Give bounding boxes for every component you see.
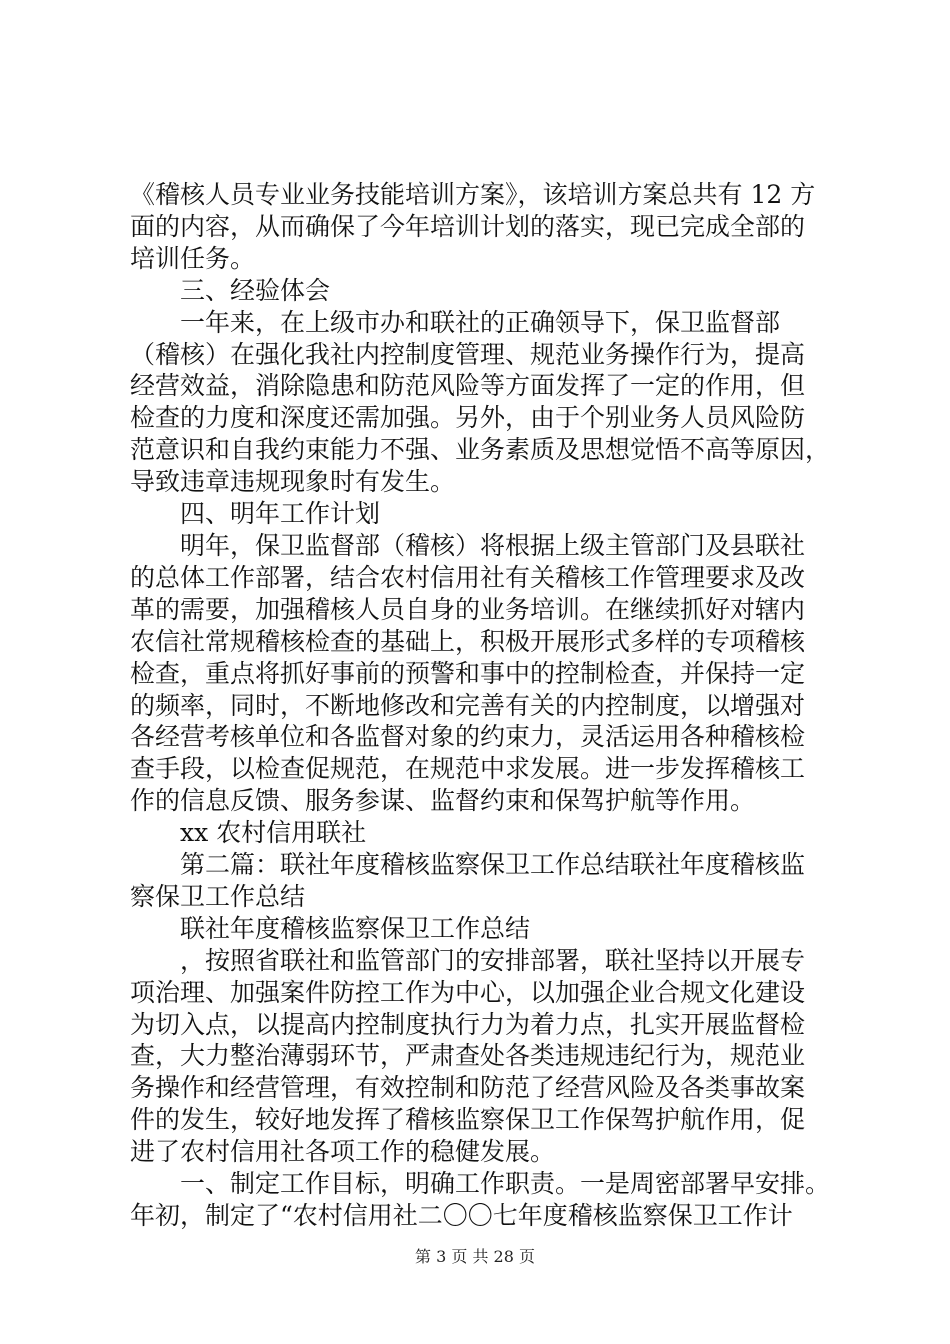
text-line: 面的内容，从而确保了今年培训计划的落实，现已完成全部的: [130, 211, 806, 241]
text-line: 导致违章违规现象时有发生。: [130, 467, 456, 497]
text-line: 件的发生，较好地发挥了稽核监察保卫工作保驾护航作用，促: [130, 1105, 806, 1135]
text-line: 为切入点，以提高内控制度执行力为着力点，扎实开展监督检: [130, 1009, 806, 1039]
page-footer: 第 3 页 共 28 页: [415, 1247, 535, 1266]
text-line: 察保卫工作总结: [130, 881, 306, 911]
signature-line: xx 农村信用联社: [180, 818, 367, 848]
text-line: 的总体工作部署，结合农村信用社有关稽核工作管理要求及改: [130, 562, 806, 592]
document-title: 联社年度稽核监察保卫工作总结: [180, 913, 531, 943]
text-line: 检查，重点将抓好事前的预警和事中的控制检查，并保持一定: [130, 658, 806, 688]
text-line: 的频率，同时，不断地修改和完善有关的内控制度，以增强对: [130, 690, 806, 720]
text-line: 项治理、加强案件防控工作为中心，以加强企业合规文化建设: [130, 977, 806, 1007]
text-line: 《稽核人员专业业务技能培训方案》，该培训方案总共有 12 方: [130, 180, 816, 209]
text-line: 查手段，以检查促规范，在规范中求发展。进一步发挥稽核工: [130, 754, 806, 784]
text-line: 查，大力整治薄弱环节，严肃查处各类违规违纪行为，规范业: [130, 1041, 806, 1071]
text-line: 一年来，在上级市办和联社的正确领导下，保卫监督部: [180, 307, 781, 337]
text-line: 各经营考核单位和各监督对象的约束力，灵活运用各种稽核检: [130, 722, 806, 752]
text-line: 务操作和经营管理，有效控制和防范了经营风险及各类事故案: [130, 1073, 806, 1103]
section-heading: 四、明年工作计划: [180, 499, 381, 529]
text-line: 培训任务。: [130, 243, 256, 273]
text-line: ，按照省联社和监管部门的安排部署，联社坚持以开展专: [180, 945, 806, 975]
text-line: 进了农村信用社各项工作的稳健发展。: [130, 1137, 556, 1167]
text-line: 作的信息反馈、服务参谋、监督约束和保驾护航等作用。: [130, 786, 756, 816]
section-heading: 三、经验体会: [180, 275, 331, 305]
text-line: （稽核）在强化我社内控制度管理、规范业务操作行为，提高: [130, 339, 806, 369]
text-line: 农信社常规稽核检查的基础上，积极开展形式多样的专项稽核: [130, 626, 806, 656]
text-line: 年初，制定了“农村信用社二〇〇七年度稽核监察保卫工作计: [130, 1201, 793, 1230]
text-line: 检查的力度和深度还需加强。另外，由于个别业务人员风险防: [130, 403, 806, 433]
text-line: 经营效益，消除隐患和防范风险等方面发挥了一定的作用，但: [130, 371, 806, 401]
section-heading: 第二篇：联社年度稽核监察保卫工作总结联社年度稽核监: [180, 850, 806, 880]
text-line: 范意识和自我约束能力不强、业务素质及思想觉悟不高等原因，: [130, 435, 830, 465]
text-line: 一、制定工作目标，明确工作职责。一是周密部署早安排。: [180, 1169, 831, 1199]
text-line: 明年，保卫监督部（稽核）将根据上级主管部门及县联社: [180, 530, 806, 560]
text-line: 革的需要，加强稽核人员自身的业务培训。在继续抓好对辖内: [130, 594, 806, 624]
